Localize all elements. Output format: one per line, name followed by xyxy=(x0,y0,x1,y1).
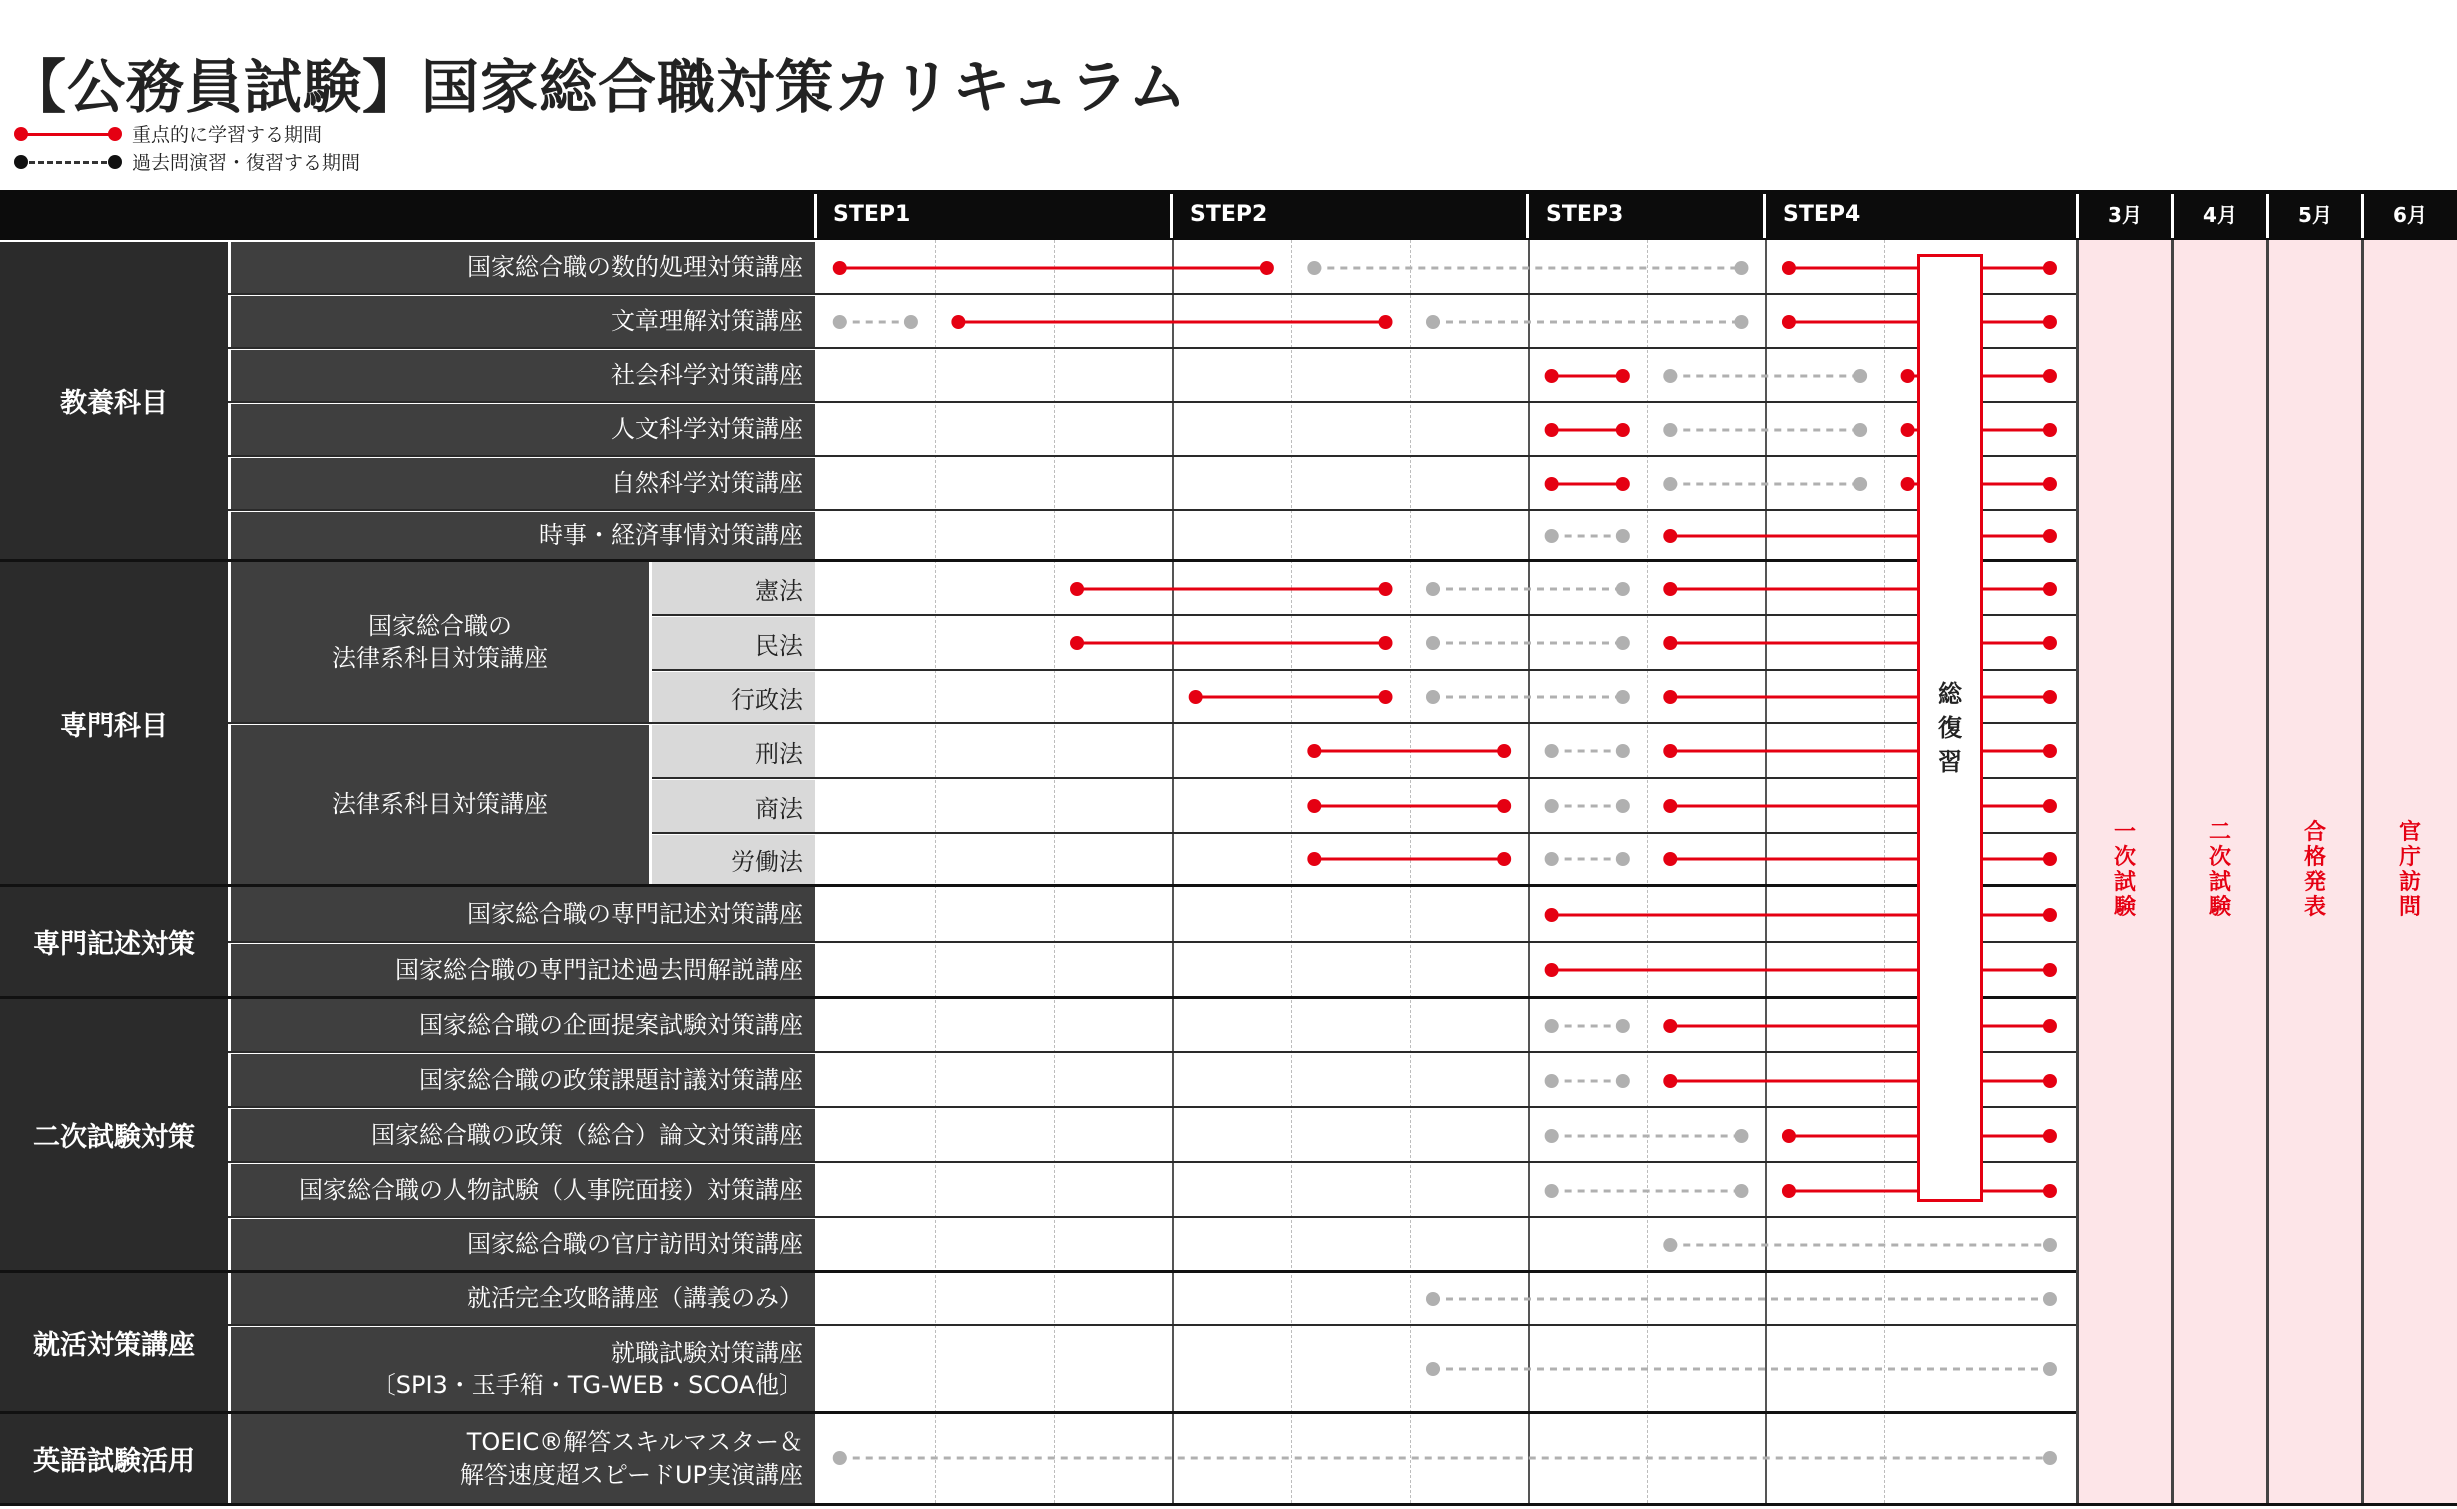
practice-endpoint xyxy=(1663,369,1677,383)
focus-endpoint xyxy=(1782,261,1796,275)
practice-endpoint xyxy=(1616,582,1630,596)
focus-endpoint xyxy=(2043,582,2057,596)
focus-endpoint xyxy=(2043,799,2057,813)
course-row-label: 国家総合職の専門記述対策講座 xyxy=(231,887,815,941)
practice-endpoint xyxy=(2043,1451,2057,1465)
focus-endpoint xyxy=(1545,423,1559,437)
focus-endpoint xyxy=(1663,799,1677,813)
exam-label-results: 合格発表 xyxy=(2303,820,2326,920)
course-row-label: 国家総合職の政策課題討議対策講座 xyxy=(231,1054,815,1106)
course-row-label: 社会科学対策講座 xyxy=(231,350,815,401)
focus-endpoint xyxy=(1616,369,1630,383)
group-label-law: 法律系科目対策講座 xyxy=(231,725,649,884)
step-label: STEP3 xyxy=(1546,202,1624,227)
course-row-label: 国家総合職の企画提案試験対策講座 xyxy=(231,999,815,1051)
focus-endpoint xyxy=(2043,963,2057,977)
focus-endpoint xyxy=(1663,529,1677,543)
practice-endpoint xyxy=(1545,799,1559,813)
practice-endpoint xyxy=(1426,582,1440,596)
category-specialized: 専門科目 xyxy=(0,562,228,884)
focus-endpoint xyxy=(1379,690,1393,704)
practice-endpoint xyxy=(1307,261,1321,275)
total-review-label: 総復習 xyxy=(1938,680,1962,776)
total-review-box xyxy=(1917,254,1983,1202)
focus-endpoint xyxy=(2043,529,2057,543)
exam-label-ministry-visit: 官庁訪問 xyxy=(2398,820,2421,920)
focus-endpoint xyxy=(1901,423,1915,437)
practice-endpoint xyxy=(1426,690,1440,704)
focus-endpoint xyxy=(2043,1184,2057,1198)
focus-endpoint xyxy=(1379,582,1393,596)
subject-label: 行政法 xyxy=(652,672,815,722)
month-label: 5月 xyxy=(2298,203,2332,227)
focus-endpoint xyxy=(1663,690,1677,704)
course-row-label: TOEIC®解答スキルマスター＆ 解答速度超スピードUP実演講座 xyxy=(231,1414,815,1503)
course-row-label: 国家総合職の政策（総合）論文対策講座 xyxy=(231,1109,815,1161)
practice-endpoint xyxy=(1663,1238,1677,1252)
focus-endpoint xyxy=(2043,369,2057,383)
focus-endpoint xyxy=(1497,852,1511,866)
course-row-label: 就職試験対策講座 〔SPI3・玉手箱・TG-WEB・SCOA他〕 xyxy=(231,1327,815,1411)
practice-endpoint xyxy=(1853,369,1867,383)
focus-endpoint xyxy=(1260,261,1274,275)
focus-endpoint xyxy=(951,315,965,329)
month-label: 3月 xyxy=(2108,203,2142,227)
course-row-label: 人文科学対策講座 xyxy=(231,404,815,455)
practice-endpoint xyxy=(1616,690,1630,704)
practice-endpoint xyxy=(1734,1184,1748,1198)
subject-label: 労働法 xyxy=(652,835,815,884)
focus-endpoint xyxy=(2043,423,2057,437)
practice-endpoint xyxy=(1734,315,1748,329)
focus-endpoint xyxy=(1307,799,1321,813)
category-general: 教養科目 xyxy=(0,242,228,559)
practice-endpoint xyxy=(1616,744,1630,758)
step-label: STEP4 xyxy=(1783,202,1861,227)
practice-endpoint xyxy=(1616,852,1630,866)
focus-endpoint xyxy=(1663,744,1677,758)
practice-endpoint xyxy=(1616,529,1630,543)
practice-endpoint xyxy=(1426,636,1440,650)
course-row-label: 文章理解対策講座 xyxy=(231,296,815,347)
focus-endpoint xyxy=(2043,477,2057,491)
category-job-hunting: 就活対策講座 xyxy=(0,1273,228,1411)
course-row-label: 国家総合職の官庁訪問対策講座 xyxy=(231,1219,815,1270)
group-label-national-law: 国家総合職の 法律系科目対策講座 xyxy=(231,562,649,722)
focus-endpoint xyxy=(1901,477,1915,491)
focus-endpoint xyxy=(1497,744,1511,758)
focus-endpoint xyxy=(1497,799,1511,813)
practice-endpoint xyxy=(1545,1019,1559,1033)
practice-endpoint xyxy=(1545,1129,1559,1143)
focus-endpoint xyxy=(1070,582,1084,596)
practice-endpoint xyxy=(1616,799,1630,813)
focus-endpoint xyxy=(2043,261,2057,275)
course-row-label: 時事・経済事情対策講座 xyxy=(231,512,815,559)
page-title: 【公務員試験】国家総合職対策カリキュラム xyxy=(8,53,1188,121)
focus-endpoint xyxy=(2043,908,2057,922)
legend-practice-label: 過去問演習・復習する期間 xyxy=(132,152,361,174)
focus-endpoint xyxy=(2043,744,2057,758)
legend-focus-label: 重点的に学習する期間 xyxy=(132,124,323,146)
focus-endpoint xyxy=(1545,908,1559,922)
focus-endpoint xyxy=(1901,369,1915,383)
practice-endpoint xyxy=(1663,423,1677,437)
exam-label-second: 二次試験 xyxy=(2208,820,2231,920)
practice-endpoint xyxy=(2043,1292,2057,1306)
course-row-label: 就活完全攻略講座（講義のみ） xyxy=(231,1273,815,1324)
focus-endpoint xyxy=(833,261,847,275)
course-row-label: 自然科学対策講座 xyxy=(231,458,815,509)
focus-endpoint xyxy=(1379,315,1393,329)
practice-endpoint xyxy=(1426,1362,1440,1376)
step-label: STEP2 xyxy=(1190,202,1268,227)
practice-endpoint xyxy=(1545,852,1559,866)
practice-endpoint xyxy=(1853,423,1867,437)
subject-label: 商法 xyxy=(652,780,815,832)
focus-endpoint xyxy=(1379,636,1393,650)
category-second-exam: 二次試験対策 xyxy=(0,999,228,1270)
focus-endpoint xyxy=(2043,636,2057,650)
focus-endpoint xyxy=(1782,1184,1796,1198)
practice-endpoint xyxy=(1545,529,1559,543)
month-label: 6月 xyxy=(2393,203,2427,227)
focus-endpoint xyxy=(1545,963,1559,977)
practice-endpoint xyxy=(1545,1074,1559,1088)
practice-endpoint xyxy=(833,1451,847,1465)
practice-endpoint xyxy=(904,315,918,329)
focus-endpoint xyxy=(1782,1129,1796,1143)
practice-endpoint xyxy=(1545,1184,1559,1198)
practice-endpoint xyxy=(1616,1019,1630,1033)
focus-endpoint xyxy=(1663,636,1677,650)
practice-endpoint xyxy=(1426,1292,1440,1306)
focus-endpoint xyxy=(1070,636,1084,650)
practice-endpoint xyxy=(833,315,847,329)
category-english: 英語試験活用 xyxy=(0,1414,228,1503)
focus-endpoint xyxy=(1189,690,1203,704)
focus-endpoint xyxy=(2043,852,2057,866)
focus-endpoint xyxy=(1782,315,1796,329)
focus-endpoint xyxy=(1663,1019,1677,1033)
category-written: 専門記述対策 xyxy=(0,887,228,996)
practice-endpoint xyxy=(1734,261,1748,275)
practice-endpoint xyxy=(1853,477,1867,491)
focus-endpoint xyxy=(1616,477,1630,491)
focus-endpoint xyxy=(1545,369,1559,383)
practice-endpoint xyxy=(1616,636,1630,650)
course-row-label: 国家総合職の数的処理対策講座 xyxy=(231,242,815,293)
course-row-label: 国家総合職の専門記述過去問解説講座 xyxy=(231,944,815,996)
exam-label-first: 一次試験 xyxy=(2113,820,2136,920)
practice-endpoint xyxy=(1616,1074,1630,1088)
subject-label: 民法 xyxy=(652,617,815,669)
practice-endpoint xyxy=(1426,315,1440,329)
focus-endpoint xyxy=(2043,315,2057,329)
month-label: 4月 xyxy=(2203,203,2237,227)
practice-endpoint xyxy=(2043,1362,2057,1376)
subject-label: 憲法 xyxy=(652,562,815,614)
practice-endpoint xyxy=(1545,744,1559,758)
subject-label: 刑法 xyxy=(652,725,815,777)
focus-endpoint xyxy=(1663,852,1677,866)
focus-endpoint xyxy=(2043,1129,2057,1143)
focus-endpoint xyxy=(1545,477,1559,491)
focus-endpoint xyxy=(1616,423,1630,437)
focus-endpoint xyxy=(2043,1019,2057,1033)
focus-endpoint xyxy=(1307,852,1321,866)
focus-endpoint xyxy=(2043,1074,2057,1088)
focus-endpoint xyxy=(1307,744,1321,758)
focus-endpoint xyxy=(2043,690,2057,704)
focus-endpoint xyxy=(1663,582,1677,596)
practice-endpoint xyxy=(1734,1129,1748,1143)
practice-endpoint xyxy=(2043,1238,2057,1252)
practice-endpoint xyxy=(1663,477,1677,491)
course-row-label: 国家総合職の人物試験（人事院面接）対策講座 xyxy=(231,1164,815,1216)
step-label: STEP1 xyxy=(833,202,911,227)
focus-endpoint xyxy=(1663,1074,1677,1088)
